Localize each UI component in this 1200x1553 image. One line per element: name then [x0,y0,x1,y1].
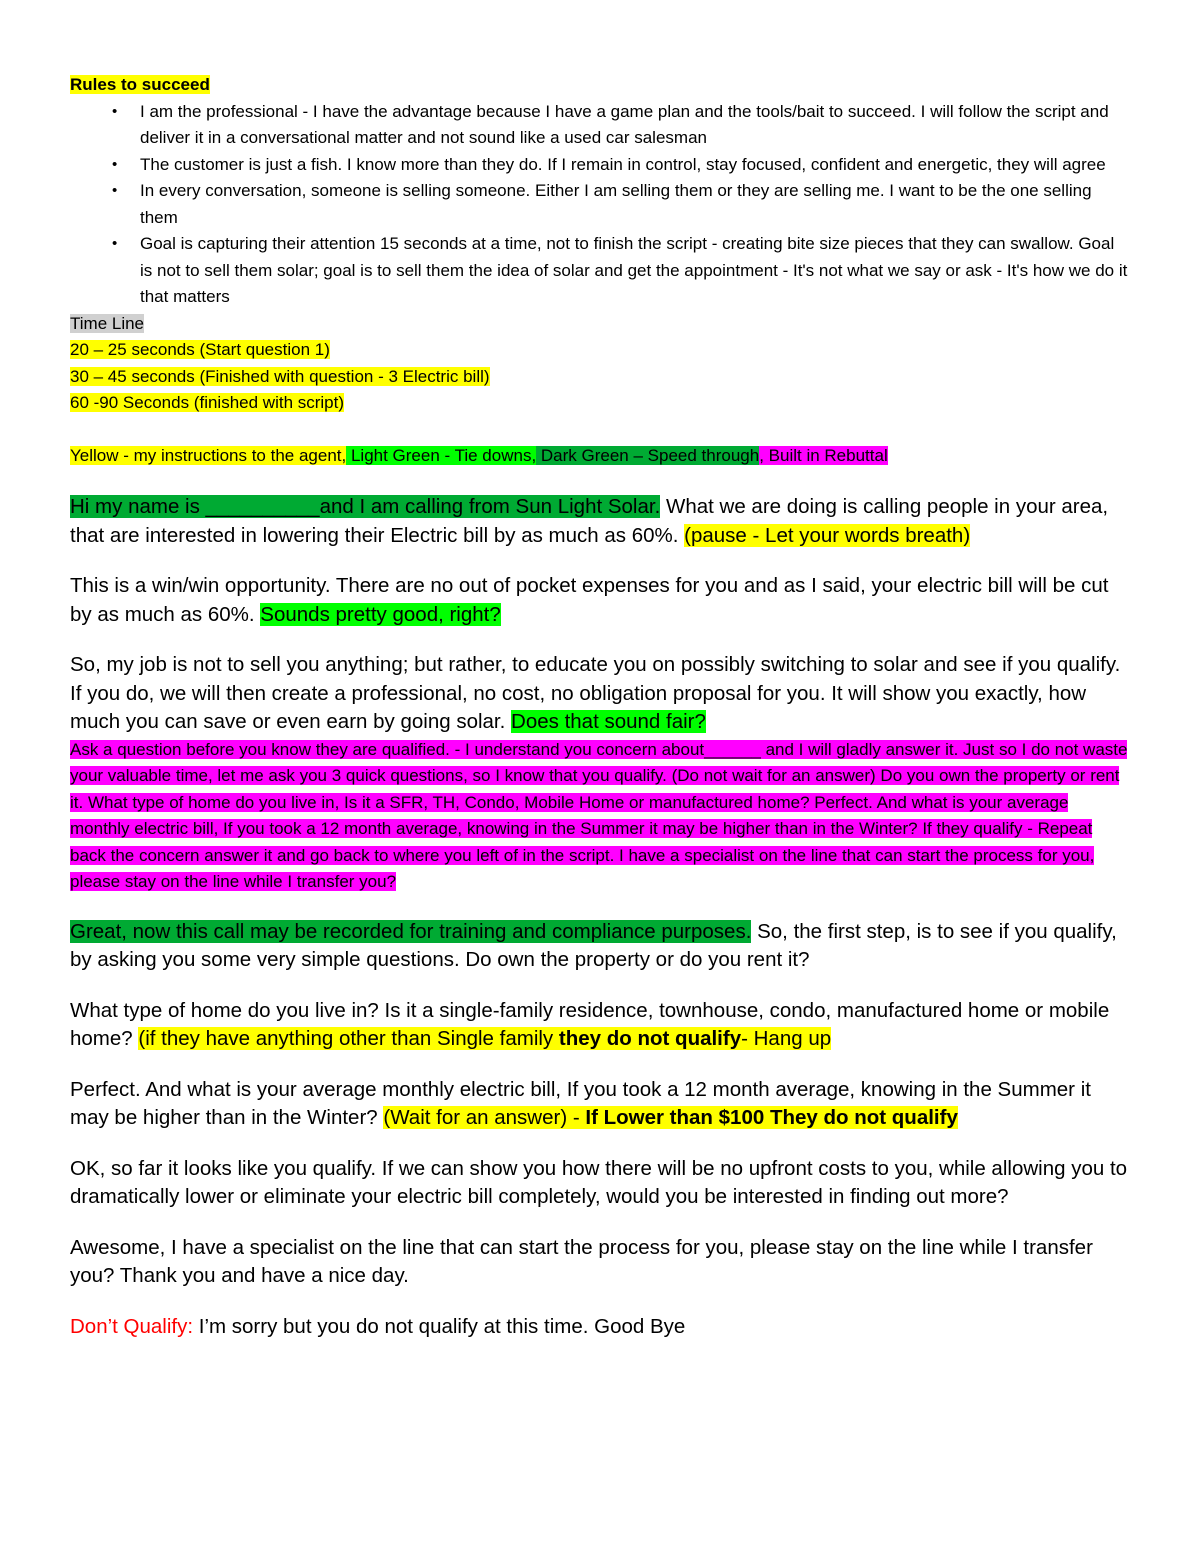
timeline-item: 30 – 45 seconds (Finished with question - 3 Electric bill) [70,366,490,386]
job-text: So, my job is not to sell you anything; but rather, to educate you on possibly switching to solar and see if you qualify. If you do, we will then create a professional, no cost, no obligation proposal for you. It will show you exactly, how much you can save or even earn by going solar. [70,653,1121,733]
rules-list-item: • In every conversation, someone is selling someone. Either I am selling them or they are selling me. I want to be the one selling them [70,178,1130,231]
script-job [70,651,1130,737]
bullet-icon: • [112,235,118,252]
script-awesome [70,1234,1130,1291]
script-intro [70,493,1130,550]
legend-light-green: Light Green - Tie downs, [346,445,537,465]
rules-list-item: • I am the professional - I have the advantage because I have a game plan and the tools/bait to succeed. I will follow the script and deliver it in a conversational matter and not sound like a used car salesman [70,99,1130,152]
timeline-item: 60 -90 Seconds (finished with script) [70,393,345,412]
bullet-icon: • [112,182,118,199]
home-text: What type of home do you live in? Is it a single-family residence, townhouse, condo, manufactured home or mobile home? [70,998,1110,1050]
timeline-item: 20 – 25 seconds (Start question 1) [70,340,330,359]
great-speed-through: Great, now this call may be recorded for training and compliance purposes. [70,919,752,943]
home-instruction: (if they have anything other than Single family they do not qualify- Hang up [138,1027,832,1050]
rules-list [70,99,1130,311]
rules-list-item: • The customer is just a fish. I know more than they do. If I remain in control, stay focused, confident and energetic, they will agree [70,152,1130,179]
script-winwin [70,572,1130,629]
script-great [70,918,1130,975]
script-home-type [70,997,1130,1054]
color-legend [70,443,1130,470]
ok-text: OK, so far it looks like you qualify. If we can show you how there will be no upfront costs to you, while allowing you to dramatically lower or eliminate your electric bill completely, would you be interested in finding out more? [70,1156,1128,1208]
bullet-icon: • [112,155,118,173]
bullet-icon: • [112,102,118,120]
script-dont-qualify [70,1313,1130,1342]
awesome-text: Awesome, I have a specialist on the line that can start the process for you, please stay on the line while I transfer you? Thank you and have a nice day. [70,1235,1093,1287]
rules-title: Rules to succeed [70,75,210,94]
dont-qualify-label: Don’t Qualify: [70,1314,194,1338]
legend-magenta: , Built in Rebuttal [759,445,888,465]
rules-section [70,72,1130,311]
great-text: So, the first step, is to see if you qualify, by asking you some very simple questions. Do own the property or do you rent it? [70,919,1117,971]
bill-instruction: (Wait for an answer) - If Lower than $100 They do not qualify [383,1106,958,1129]
dont-qualify-text: I’m sorry but you do not qualify at this time. Good Bye [193,1314,686,1338]
rules-list-item: • Goal is capturing their attention 15 seconds at a time, not to finish the script - creating bite size pieces that they can swallow. Goal is not to sell them solar; goal is to sell them the idea of solar and get the appointment - It's not what we say or ask - It's how we do it that matters [70,231,1130,311]
timeline-section [70,311,1130,417]
legend-yellow: Yellow - my instructions to the agent, [70,445,347,465]
script-bill [70,1076,1130,1133]
winwin-tie-down: Sounds pretty good, right? [260,602,501,626]
intro-text: What we are doing is calling people in your area, that are interested in lowering their Electric bill by as much as 60%. [70,495,1109,547]
document-body [70,72,1130,1341]
bill-text: Perfect. And what is your average monthly electric bill, If you took a 12 month average, knowing in the Summer it may be higher than in the Winter? [70,1077,1091,1129]
timeline-title: Time Line [70,313,145,333]
script-ok [70,1155,1130,1212]
job-tie-down: Does that sound fair? [511,710,706,733]
built-in-rebuttal [70,737,1130,896]
rebuttal-text: Ask a question before you know they are qualified. - I understand you concern about______ and I will gladly answer it. Just so I do not waste your valuable time, let me ask you 3 quick questions, so I know that you qualify. (Do not wait for an answer) Do you own the property or rent it. What type of home do you live in, Is it a SFR, TH, Condo, Mobile Home or manufactured home? Perfect. And what is your average monthly electric bill, If you took a 12 month average, knowing in the Summer it may be higher than in the Winter? If they qualify - Repeat back the concern answer it and go back to where you left of in the script. I have a specialist on the line that can start the process for you, please stay on the line while I transfer you? [70,739,1128,891]
legend-dark-green: Dark Green – Speed through [536,445,760,465]
intro-instruction: (pause - Let your words breath) [684,523,971,547]
intro-speed-through: Hi my name is __________and I am calling from Sun Light Solar. [70,495,661,518]
winwin-text: This is a win/win opportunity. There are no out of pocket expenses for you and as I said, your electric bill will be cut by as much as 60%. [70,574,1109,626]
